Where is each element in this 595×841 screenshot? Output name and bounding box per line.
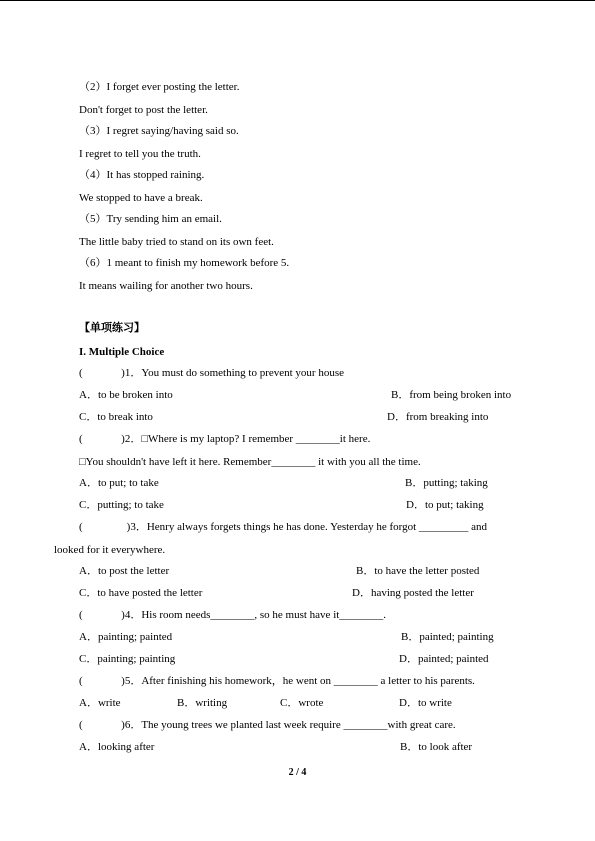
option-d: D．painted; painted [399, 653, 489, 665]
question-stem: ( )5．After finishing his homework，he went on ________ a letter to his parents. [79, 675, 475, 687]
option-d: D．having posted the letter [352, 587, 474, 599]
section-title: 【单项练习】 [79, 322, 145, 334]
option-a: A．to put; to take [79, 477, 159, 489]
option-c: C．putting; to take [79, 499, 164, 511]
example-line: We stopped to have a break. [79, 192, 203, 204]
question-stem-continued: looked for it everywhere. [54, 544, 166, 556]
question-stem: ( )4．His room needs________, so he must have it________. [79, 609, 387, 621]
example-line: I regret to tell you the truth. [79, 148, 201, 160]
option-c: C．wrote [280, 697, 324, 709]
example-line: （3）I regret saying/having said so. [79, 125, 239, 137]
option-d: D．to write [399, 697, 452, 709]
example-line: （2）I forget ever posting the letter. [79, 81, 240, 93]
page-top-rule [0, 0, 595, 1]
example-line: （4）It has stopped raining. [79, 169, 205, 181]
example-line: （5）Try sending him an email. [79, 213, 222, 225]
example-line: It means wailing for another two hours. [79, 280, 253, 292]
example-line: The little baby tried to stand on its own feet. [79, 236, 274, 248]
option-b: B．putting; taking [405, 477, 488, 489]
question-stem: ( )6．The young trees we planted last week require ________with great care. [79, 719, 456, 731]
option-c: C．to have posted the letter [79, 587, 203, 599]
option-a: A．painting; painted [79, 631, 173, 643]
option-a: A．looking after [79, 741, 155, 753]
option-b: B．from being broken into [391, 389, 512, 401]
question-stem: ( )2．□Where is my laptop? I remember ________it here. [79, 433, 371, 445]
option-b: B．to have the letter posted [356, 565, 480, 577]
example-line: （6）1 meant to finish my homework before 5. [79, 257, 290, 269]
question-stem: ( )3．Henry always forgets things he has done. Yesterday he forgot _________ and [79, 521, 488, 533]
option-d: D．from breaking into [387, 411, 489, 423]
option-c: C．to break into [79, 411, 153, 423]
option-d: D．to put; taking [406, 499, 484, 511]
option-a: A．to be broken into [79, 389, 173, 401]
part-title: I. Multiple Choice [79, 346, 165, 358]
option-a: A．to post the letter [79, 565, 170, 577]
option-b: B．painted; painting [401, 631, 494, 643]
example-line: Don't forget to post the letter. [79, 104, 208, 116]
option-b: B．writing [177, 697, 228, 709]
option-c: C．painting; painting [79, 653, 176, 665]
page-number: 2 / 4 [288, 767, 307, 778]
question-stem-continued: □You shouldn't have left it here. Remember________ it with you all the time. [79, 456, 421, 468]
option-a: A．write [79, 697, 121, 709]
question-stem: ( )1．You must do something to prevent your house [79, 367, 345, 379]
option-b: B．to look after [400, 741, 473, 753]
